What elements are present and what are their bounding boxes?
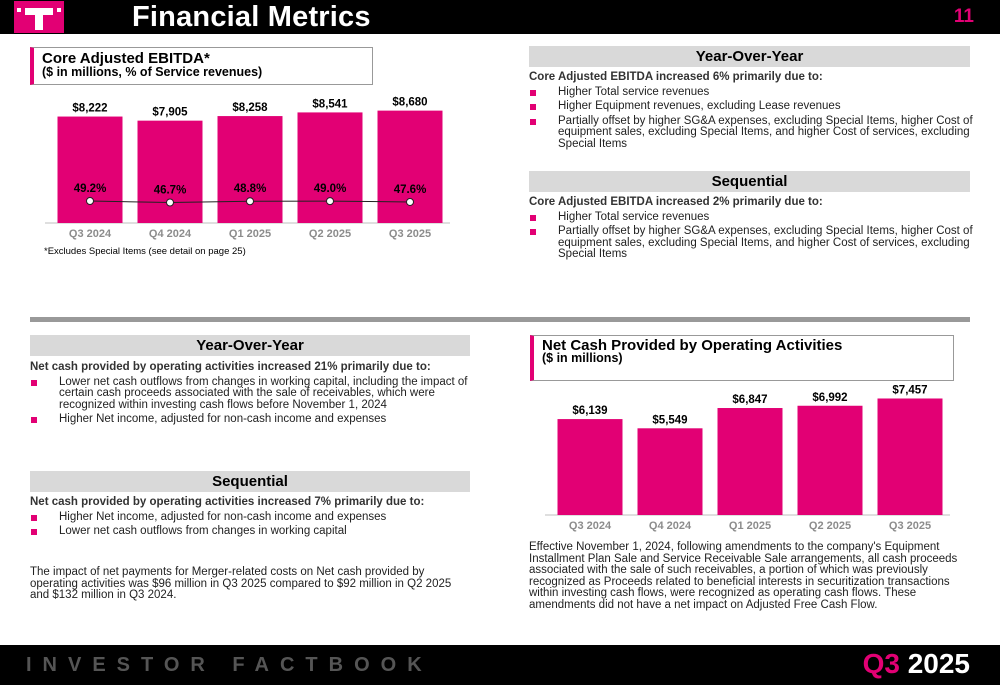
footer-year: 2025 <box>907 648 970 679</box>
bullet-square-icon <box>530 229 536 235</box>
list-item: Partially offset by higher SG&A expenses, excluding Special Items, higher Cost of equipment sales, excluding Special Items, and higher Cost of services, excluding Special Items <box>529 226 974 261</box>
list-item: Higher Equipment revenues, excluding Lease revenues <box>529 101 974 113</box>
ebitda-value-label: $8,541 <box>312 98 348 111</box>
ebitda-seq-heading: Sequential <box>529 171 970 192</box>
ocf-category-label: Q3 2025 <box>888 520 932 532</box>
ebitda-category-label: Q4 2024 <box>148 228 192 240</box>
list-item: Higher Total service revenues <box>529 212 974 224</box>
ocf-bar <box>558 419 623 515</box>
ebitda-margin-point <box>167 199 174 206</box>
ocf-bar <box>878 398 943 515</box>
ebitda-yoy-heading: Year-Over-Year <box>529 46 970 67</box>
section-divider <box>30 317 970 322</box>
ocf-bar <box>638 428 703 515</box>
ebitda-seq-text <box>529 197 974 264</box>
ebitda-bar <box>138 121 203 223</box>
ocf-chart-subtitle: ($ in millions) <box>542 351 623 365</box>
ocf-bar <box>798 406 863 515</box>
ocf-value-label: $5,549 <box>652 414 688 427</box>
ocf-chart-title-box <box>530 335 954 381</box>
ocf-yoy-lead: Net cash provided by operating activities increased 21% primarily due to: <box>30 361 431 373</box>
list-item: Higher Total service revenues <box>529 87 974 99</box>
amendment-paragraph: Effective November 1, 2024, following amendments to the company's Equipment Installment Plan Sale and Service Receivable Sale arrangements, all cash proceeds associated with the sale of such receivables, a portion of which was previously recognized as Proceeds related to beneficial interests in securitization transactions within investing cash flows, were recognized as operating cash flows. These amendments did not have a net impact on Adjusted Free Cash Flow. <box>529 541 958 611</box>
ocf-seq-heading: Sequential <box>30 471 470 492</box>
bullet-square-icon <box>31 529 37 535</box>
t-mobile-logo <box>14 1 64 33</box>
ocf-category-label: Q4 2024 <box>648 520 692 532</box>
ebitda-value-label: $7,905 <box>152 106 188 119</box>
ocf-seq-text <box>30 497 470 541</box>
bullet-square-icon <box>530 119 536 125</box>
ebitda-bar <box>58 117 123 223</box>
footer-bar <box>0 645 1000 685</box>
ebitda-chart-title-box <box>30 47 373 85</box>
ocf-seq-bullets <box>30 512 470 538</box>
ocf-chart-title: Net Cash Provided by Operating Activities <box>542 337 843 354</box>
ebitda-margin-label: 48.8% <box>233 183 267 196</box>
ebitda-seq-bullets <box>529 212 974 261</box>
ocf-value-label: $6,139 <box>572 405 608 418</box>
list-item: Lower net cash outflows from changes in working capital, including the impact of certain cash proceeds associated with the sale of receivables, which were recognized within investing cash flows before November 1, 2024 <box>30 377 470 412</box>
ocf-value-label: $6,992 <box>812 391 848 404</box>
ebitda-category-label: Q3 2025 <box>388 228 432 240</box>
ebitda-chart-title: Core Adjusted EBITDA* <box>42 50 210 67</box>
ebitda-value-label: $8,680 <box>392 96 428 109</box>
ebitda-footnote: *Excludes Special Items (see detail on page 25) <box>44 246 246 257</box>
ebitda-margin-label: 46.7% <box>153 184 187 197</box>
ebitda-value-label: $8,258 <box>232 102 268 115</box>
bullet-square-icon <box>31 380 37 386</box>
ebitda-category-label: Q3 2024 <box>68 228 112 240</box>
bullet-square-icon <box>31 417 37 423</box>
ocf-category-label: Q3 2024 <box>568 520 612 532</box>
ebitda-yoy-lead: Core Adjusted EBITDA increased 6% primarily due to: <box>529 71 823 83</box>
footer-period <box>863 648 970 680</box>
ebitda-margin-point <box>327 198 334 205</box>
ebitda-margin-label: 49.2% <box>73 183 107 195</box>
ebitda-chart-subtitle: ($ in millions, % of Service revenues) <box>42 65 263 79</box>
list-item: Lower net cash outflows from changes in working capital <box>30 526 470 538</box>
footer-quarter: Q3 <box>862 648 900 679</box>
page-title: Financial Metrics <box>132 1 371 33</box>
ebitda-bar <box>378 111 443 223</box>
footer-investor-factbook: INVESTOR FACTBOOK <box>26 654 433 676</box>
bullet-square-icon <box>530 104 536 110</box>
list-item: Higher Net income, adjusted for non-cash income and expenses <box>30 512 470 524</box>
ocf-category-label: Q1 2025 <box>728 520 772 532</box>
ebitda-yoy-text <box>529 72 974 153</box>
ebitda-yoy-bullets <box>529 87 974 151</box>
bullet-square-icon <box>530 90 536 96</box>
ocf-yoy-text <box>30 362 470 429</box>
ebitda-margin-point <box>407 198 414 205</box>
ocf-bar-chart <box>530 385 950 535</box>
ebitda-margin-label: 49.0% <box>313 183 347 196</box>
ocf-bar <box>718 408 783 515</box>
ocf-yoy-heading: Year-Over-Year <box>30 335 470 356</box>
ebitda-margin-label: 47.6% <box>393 183 427 196</box>
list-item: Higher Net income, adjusted for non-cash income and expenses <box>30 414 470 426</box>
header-bar <box>0 0 1000 34</box>
ocf-category-label: Q2 2025 <box>808 520 852 532</box>
ocf-value-label: $6,847 <box>732 394 768 407</box>
ebitda-margin-point <box>87 198 94 205</box>
ebitda-bar <box>298 112 363 223</box>
ebitda-category-label: Q1 2025 <box>228 228 272 240</box>
ebitda-bar <box>218 116 283 223</box>
ocf-value-label: $7,457 <box>892 385 928 397</box>
ebitda-seq-lead: Core Adjusted EBITDA increased 2% primarily due to: <box>529 196 823 208</box>
ebitda-bar-chart <box>30 95 450 245</box>
page-number: 11 <box>953 6 974 27</box>
merger-costs-paragraph: The impact of net payments for Merger-related costs on Net cash provided by operating activities was $96 million in Q3 2025 compared to $92 million in Q2 2025 and $132 million in Q3 2024. <box>30 566 452 601</box>
ocf-seq-lead: Net cash provided by operating activities increased 7% primarily due to: <box>30 496 425 508</box>
bullet-square-icon <box>31 515 37 521</box>
ebitda-margin-point <box>247 198 254 205</box>
ebitda-value-label: $8,222 <box>72 102 108 115</box>
list-item: Partially offset by higher SG&A expenses, excluding Special Items, higher Cost of equipment sales, excluding Special Items, and higher Cost of services, excluding Special Items <box>529 116 974 151</box>
ocf-yoy-bullets <box>30 377 470 426</box>
bullet-square-icon <box>530 215 536 221</box>
ebitda-category-label: Q2 2025 <box>308 228 352 240</box>
